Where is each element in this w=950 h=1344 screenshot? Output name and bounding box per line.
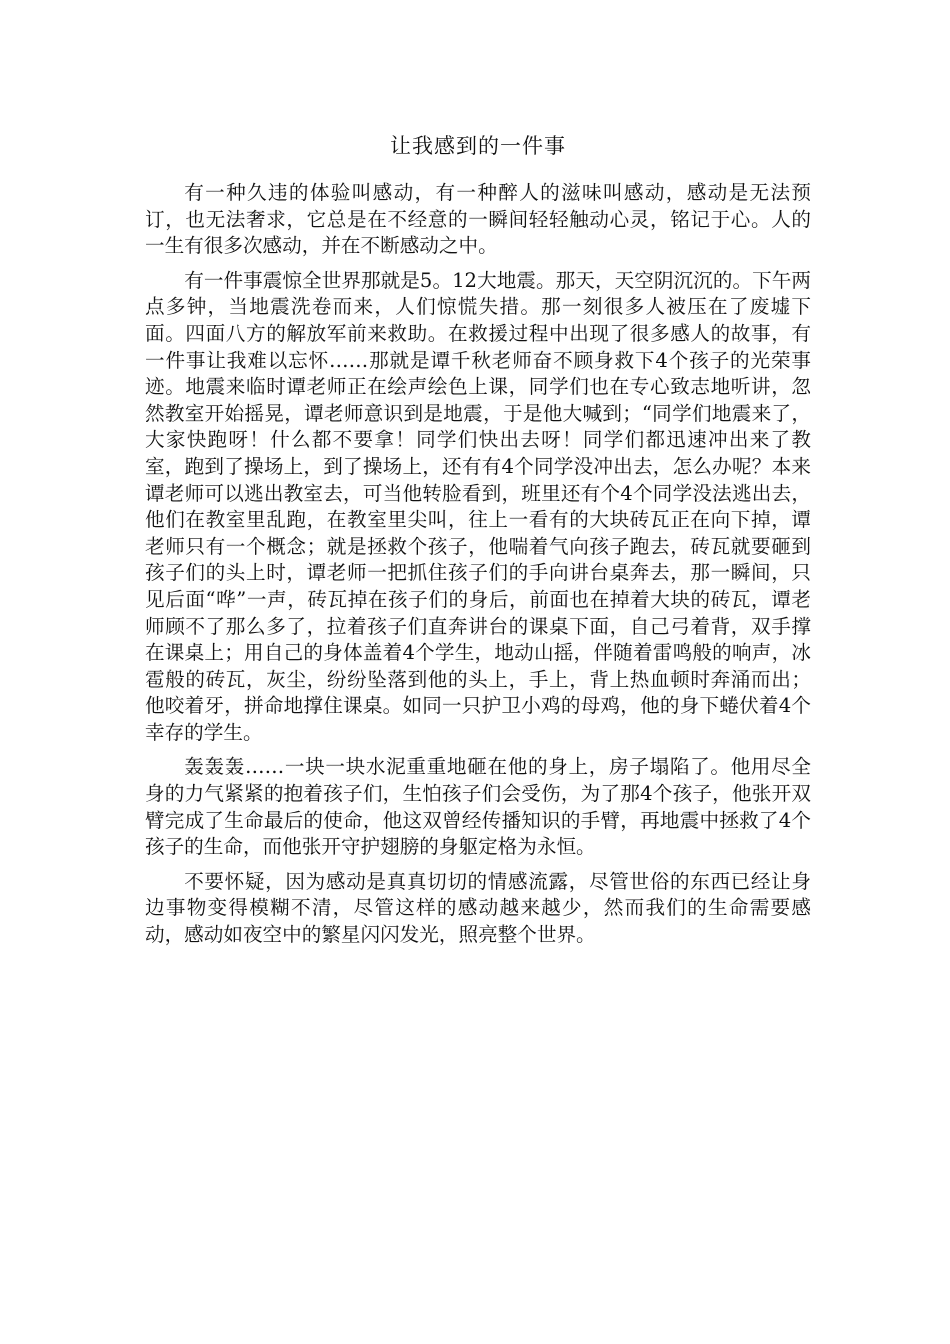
paragraph-intro: 有一种久违的体验叫感动，有一种醉人的滋味叫感动，感动是无法预订，也无法奢求，它总是在不经意的一瞬间轻轻触动心灵，铭记于心。人的一生有很多次感动，并在不断感动之中。 xyxy=(145,181,811,258)
document-title: 让我感到的一件事 xyxy=(390,134,566,158)
document-page xyxy=(145,130,811,957)
paragraph-collapse: 轰轰轰……一块一块水泥重重地砸在他的身上，房子塌陷了。他用尽全身的力气紧紧的抱着孩子们，生怕孩子们会受伤，为了那4个孩子，他张开双臂完成了生命最后的使命，他这双曾经传播知识的手臂，再地震中拯救了4个孩子的生命，而他张开守护翅膀的身躯定格为永恒。 xyxy=(145,755,811,859)
paragraph-conclusion: 不要怀疑，因为感动是真真切切的情感流露，尽管世俗的东西已经让身边事物变得模糊不清，尽管这样的感动越来越少，然而我们的生命需要感动，感动如夜空中的繁星闪闪发光，照亮整个世界。 xyxy=(145,869,811,947)
paragraph-earthquake-story: 有一件事震惊全世界那就是5。12大地震。那天，天空阴沉沉的。下午两点多钟，当地震洗卷而来，人们惊慌失措。那一刻很多人被压在了废墟下面。四面八方的解放军前来救助。在救援过程中出现了很多感人的故事，有一件事让我难以忘怀……那就是谭千秋老师奋不顾身救下4个孩子的光荣事迹。地震来临时谭老师正在绘声绘色上课，同学们也在专心致志地听讲，忽然教室开始摇晃，谭老师意识到是地震，于是他大喊到；“同学们地震来了，大家快跑呀！什么都不要拿！同学们快出去呀！同学们都迅速冲出来了教室，跑到了操场上，到了操场上，还有有4个同学没冲出去，怎么办呢？本来谭老师可以逃出教室去，可当他转脸看到，班里还有个4个同学没法逃出去，他们在教室里乱跑，在教室里尖叫，往上一看有的大块砖瓦正在向下掉，谭老师只有一个概念；就是拯救个孩子，他喘着气向孩子跑去，砖瓦就要砸到孩子们的头上时，谭老师一把抓住孩子们的手向讲台桌奔去，那一瞬间，只见后面“哗”一声，砖瓦掉在孩子们的身后，前面也在掉着大块的砖瓦，谭老师顾不了那么多了，拉着孩子们直奔讲台的课桌下面，自己弓着背，双手撑在课桌上；用自己的身体盖着4个学生，地动山摇，伴随着雷鸣般的响声，冰雹般的砖瓦，灰尘，纷纷坠落到他的头上，手上，背上热血顿时奔涌而出；他咬着牙，拼命地撑住课桌。如同一只护卫小鸡的母鸡，他的身下蜷伏着4个幸存的学生。 xyxy=(145,268,811,744)
